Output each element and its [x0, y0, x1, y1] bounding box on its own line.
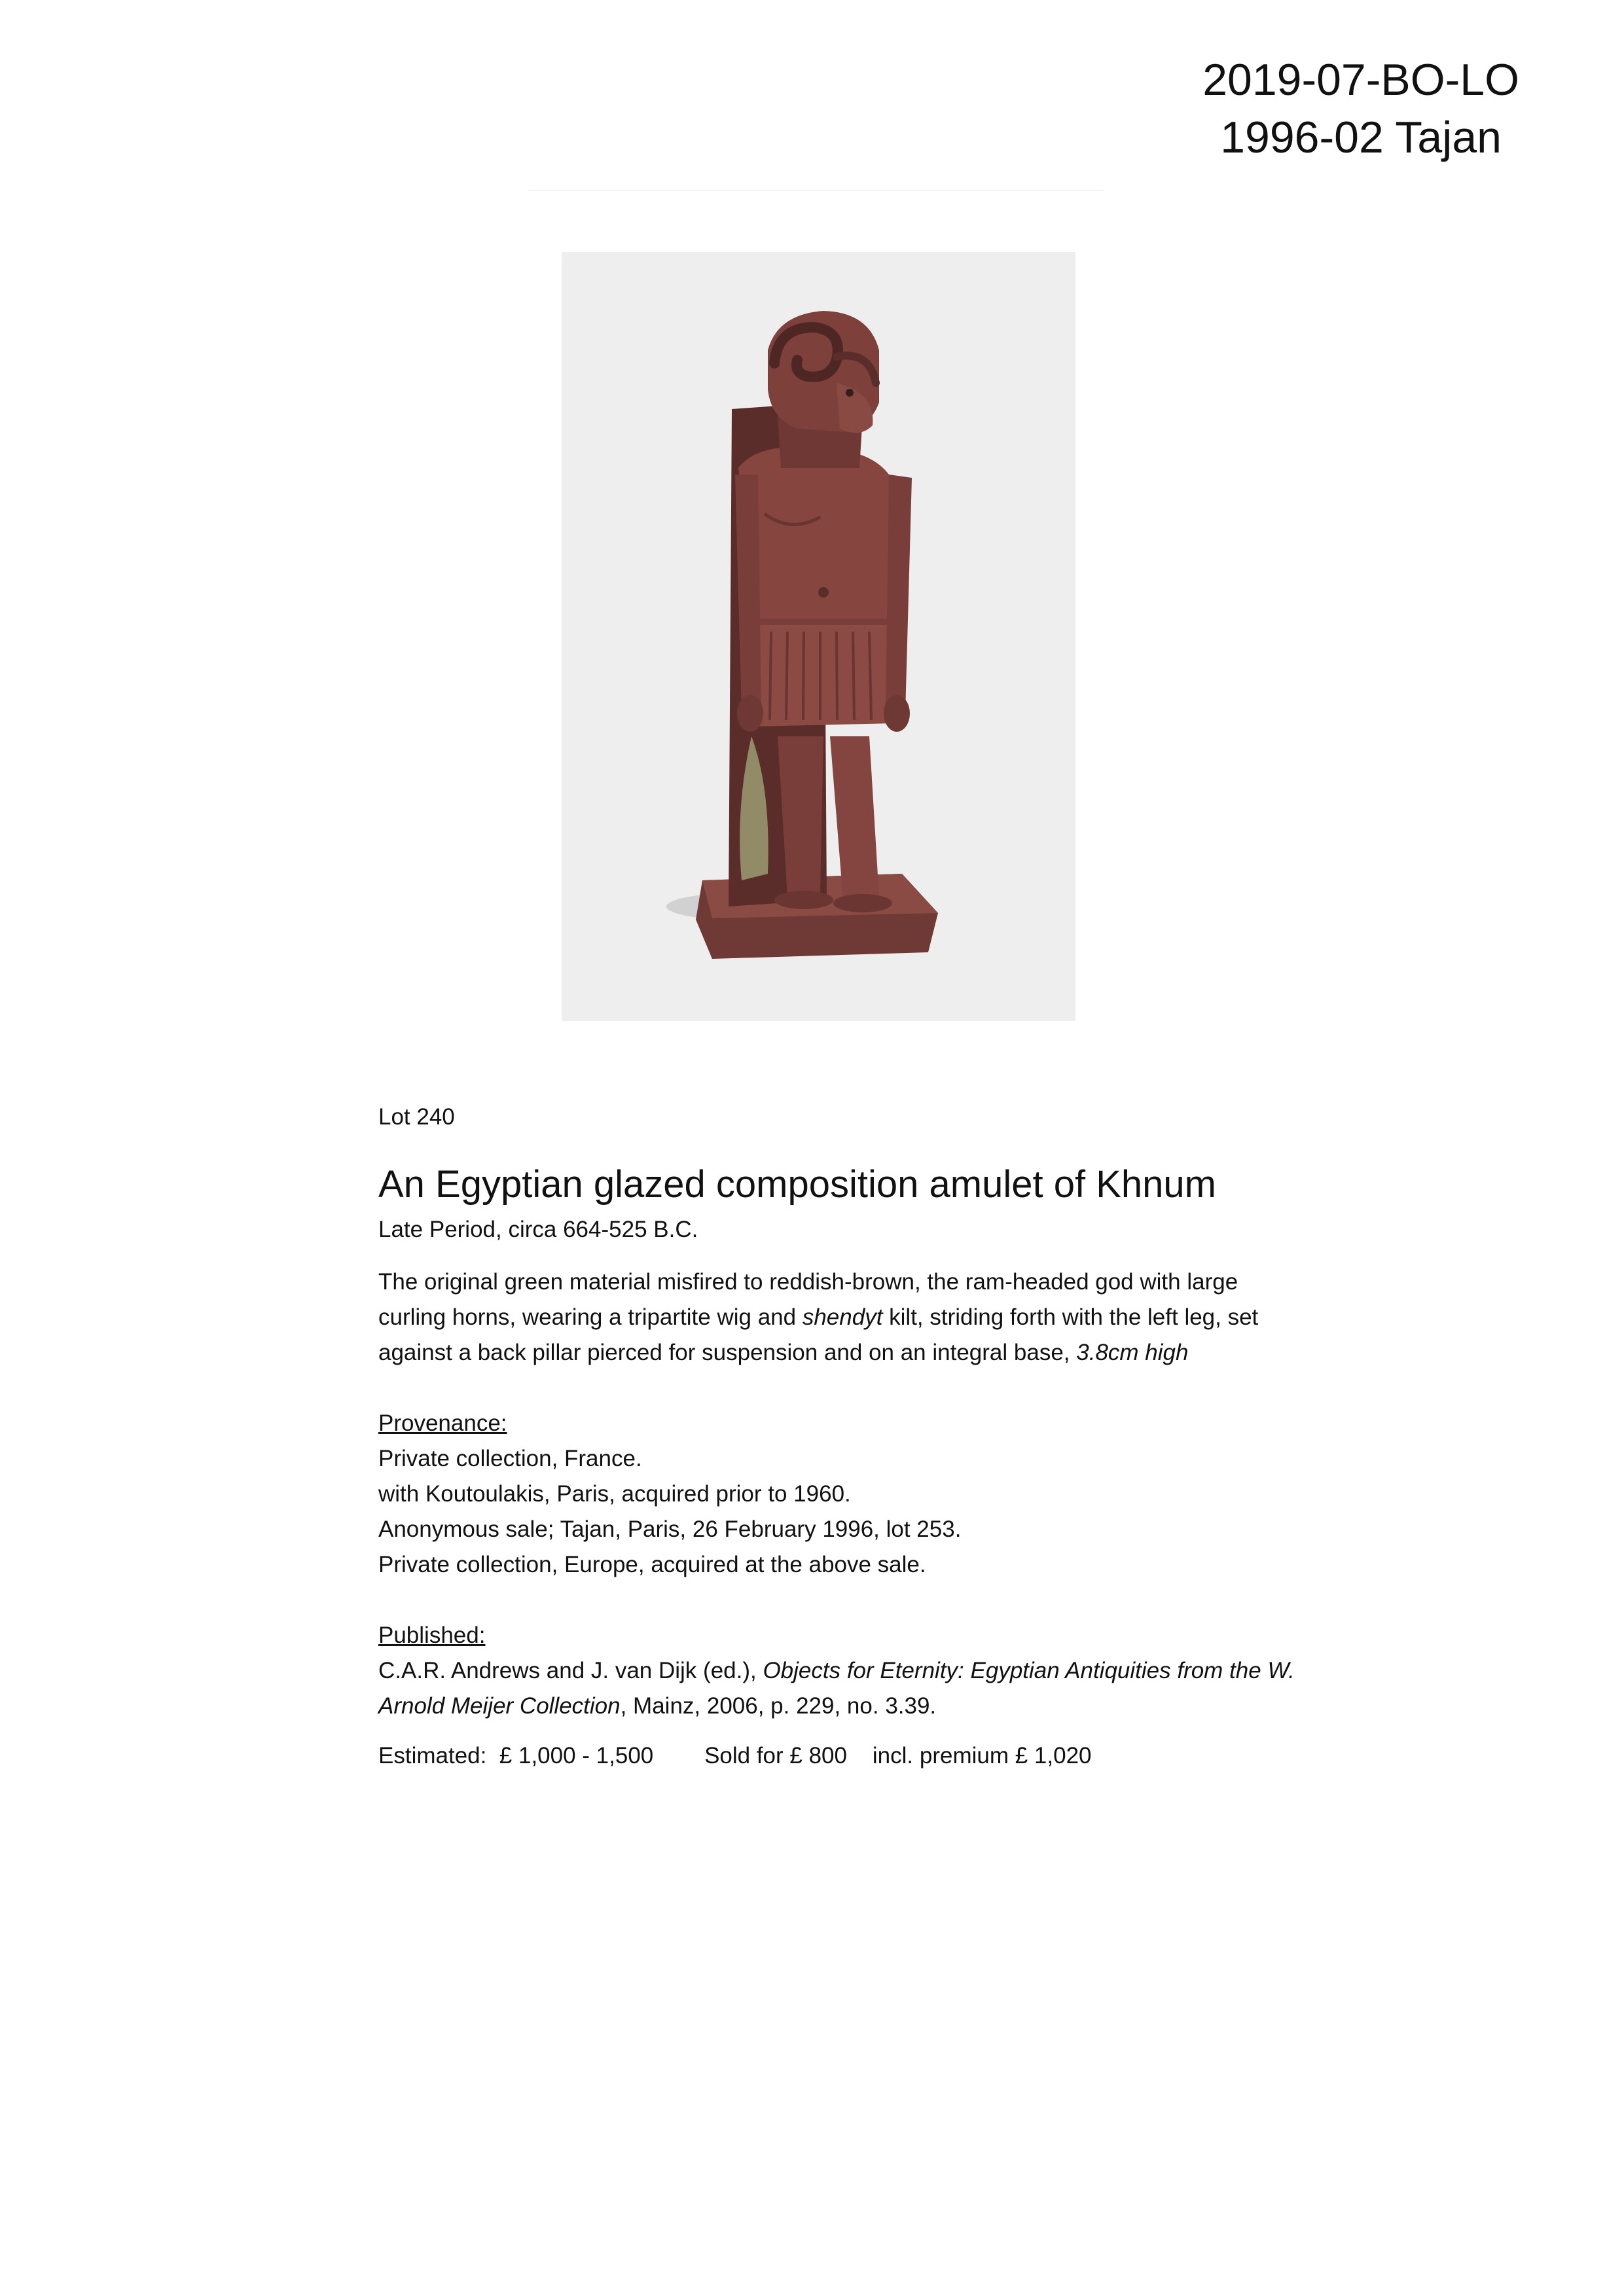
khnum-amulet-illustration	[562, 252, 1075, 1021]
document-reference	[1202, 51, 1519, 166]
description-italic-1: shendyt	[802, 1304, 883, 1330]
description-text-2: kilt, striding forth with the left leg, set against a back pillar pierced for suspension and on an integral base,	[378, 1304, 1259, 1365]
lot-title: An Egyptian glazed composition amulet of Khnum	[378, 1163, 1216, 1206]
provenance-line: Anonymous sale; Tajan, Paris, 26 February 1996, lot 253.	[378, 1516, 962, 1542]
published-title: Objects for Eternity: Egyptian Antiquities from the W. Arnold Meijer Collection	[378, 1658, 1295, 1719]
provenance-heading: Provenance:	[378, 1410, 507, 1436]
reference-sale: 1996-02 Tajan	[1220, 113, 1502, 162]
description-italic-2: 3.8cm high	[1076, 1340, 1189, 1365]
published-heading: Published:	[378, 1623, 486, 1648]
published-text-2: , Mainz, 2006, p. 229, no. 3.39.	[620, 1693, 937, 1719]
sold-price: Sold for £ 800	[704, 1743, 847, 1768]
premium-price: incl. premium £ 1,020	[872, 1743, 1092, 1768]
provenance-list	[378, 1441, 1295, 1583]
description-text-1: The original green material misfired to reddish-brown, the ram-headed god with large curling horns, wearing a tripartite wig and	[378, 1269, 1238, 1330]
lot-details	[378, 1100, 1295, 1774]
provenance-line: with Koutoulakis, Paris, acquired prior to 1960.	[378, 1481, 851, 1507]
reference-code: 2019-07-BO-LO	[1202, 55, 1519, 105]
divider	[528, 190, 1104, 191]
provenance-line: Private collection, Europe, acquired at the above sale.	[378, 1552, 926, 1577]
sale-results	[378, 1738, 1295, 1774]
amulet-photo	[562, 252, 1075, 1021]
provenance-line: Private collection, France.	[378, 1446, 642, 1471]
lot-number: Lot 240	[378, 1104, 455, 1130]
estimate-range: Estimated: £ 1,000 - 1,500	[378, 1743, 654, 1768]
lot-period: Late Period, circa 664-525 B.C.	[378, 1217, 698, 1242]
published-text-1: C.A.R. Andrews and J. van Dijk (ed.),	[378, 1658, 763, 1683]
published-reference	[378, 1653, 1295, 1724]
lot-description	[378, 1265, 1295, 1371]
